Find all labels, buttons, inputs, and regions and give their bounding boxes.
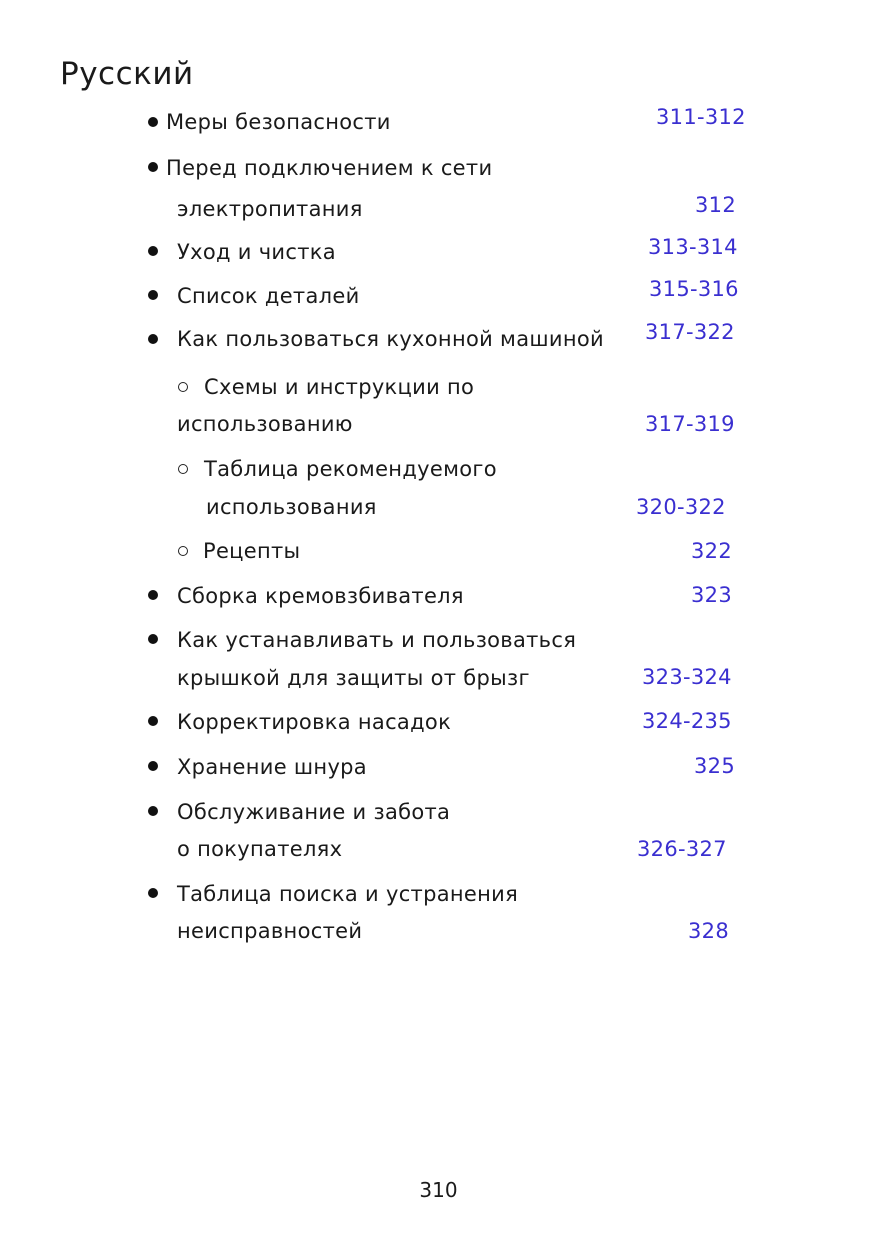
toc-page-link[interactable]: 323 <box>691 583 732 607</box>
toc-page-link[interactable]: 312 <box>695 193 736 217</box>
toc-entry-label[interactable]: Список деталей <box>177 284 360 308</box>
bullet-icon <box>148 162 158 172</box>
bullet-icon <box>148 888 158 898</box>
toc-page-link[interactable]: 322 <box>691 539 732 563</box>
bullet-icon <box>148 290 158 300</box>
sub-bullet-icon <box>178 464 188 474</box>
toc-subentry-label-continued[interactable]: использования <box>206 495 377 519</box>
toc-page-link[interactable]: 325 <box>694 754 735 778</box>
bullet-icon <box>148 634 158 644</box>
bullet-icon <box>148 117 158 127</box>
toc-entry-label-continued[interactable]: о покупателях <box>177 837 343 861</box>
toc-page-link[interactable]: 311-312 <box>656 105 746 129</box>
toc-page-link[interactable]: 313-314 <box>648 235 738 259</box>
toc-entry-label[interactable]: Как пользоваться кухонной машиной <box>177 327 604 351</box>
bullet-icon <box>148 761 158 771</box>
toc-page-link[interactable]: 320-322 <box>636 495 726 519</box>
toc-subentry-label-continued[interactable]: использованию <box>177 412 353 436</box>
toc-page-link[interactable]: 315-316 <box>649 277 739 301</box>
toc-subentry-label[interactable]: Рецепты <box>203 539 301 563</box>
toc-entry-label-continued[interactable]: неисправностей <box>177 919 363 943</box>
sub-bullet-icon <box>178 546 188 556</box>
toc-page-link[interactable]: 324-235 <box>642 709 732 733</box>
bullet-icon <box>148 246 158 256</box>
sub-bullet-icon <box>178 382 188 392</box>
toc-entry-label-continued[interactable]: крышкой для защиты от брызг <box>177 666 530 690</box>
bullet-icon <box>148 334 158 344</box>
toc-entry-label[interactable]: Корректировка насадок <box>177 710 452 734</box>
toc-entry-label[interactable]: Как устанавливать и пользоваться <box>177 628 577 652</box>
toc-entry-label[interactable]: Хранение шнура <box>177 755 367 779</box>
page-number: 310 <box>419 1178 458 1202</box>
toc-entry-label[interactable]: Перед подключением к сети <box>166 156 493 180</box>
toc-subentry-label[interactable]: Таблица рекомендуемого <box>204 457 497 481</box>
bullet-icon <box>148 716 158 726</box>
toc-entry-label[interactable]: Сборка кремовзбивателя <box>177 584 464 608</box>
toc-page-link[interactable]: 323-324 <box>642 665 732 689</box>
toc-page-link[interactable]: 326-327 <box>637 837 727 861</box>
bullet-icon <box>148 806 158 816</box>
toc-entry-label[interactable]: Таблица поиска и устранения <box>177 882 519 906</box>
toc-entry-label[interactable]: Обслуживание и забота <box>177 800 451 824</box>
toc-page-link[interactable]: 317-322 <box>645 320 735 344</box>
toc-subentry-label[interactable]: Схемы и инструкции по <box>204 375 475 399</box>
toc-entry-label[interactable]: Меры безопасности <box>166 110 391 134</box>
toc-page-link[interactable]: 317-319 <box>645 412 735 436</box>
toc-entry-label[interactable]: Уход и чистка <box>177 240 336 264</box>
toc-page-link[interactable]: 328 <box>688 919 729 943</box>
page-title: Русский <box>60 56 194 92</box>
bullet-icon <box>148 590 158 600</box>
toc-entry-label-continued[interactable]: электропитания <box>177 197 363 221</box>
